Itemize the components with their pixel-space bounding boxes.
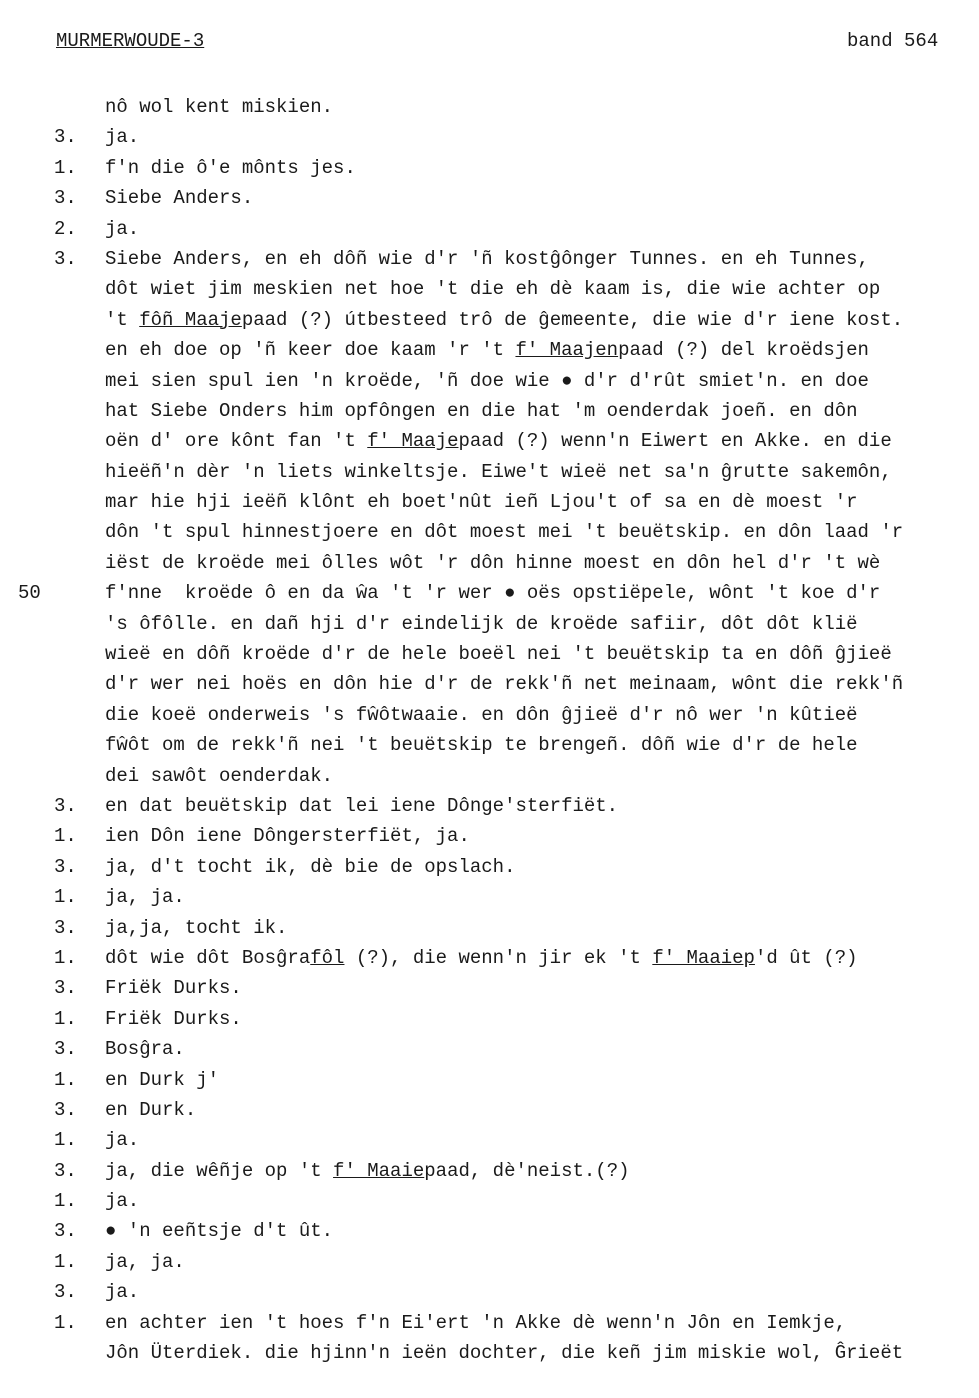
transcript-line — [0, 913, 979, 943]
margin-line-number: 50 — [18, 582, 41, 605]
transcript-line — [0, 1004, 979, 1034]
text-segment: ja, d't tocht ik, dè bie de opslach. — [105, 855, 516, 878]
line-text — [105, 153, 356, 183]
text-segment: nô wol kent miskien. — [105, 96, 334, 118]
transcript-line — [0, 791, 979, 821]
transcript-line — [0, 700, 979, 730]
text-segment: ja,ja, tocht ik. — [105, 916, 288, 939]
text-segment: 's ôfôlle. en dañ hji d'r eindelijk de kroëde safiir, dôt dôt klië — [105, 612, 858, 635]
transcript-line — [0, 730, 979, 760]
line-text — [105, 274, 880, 304]
text-segment: paad (?) útbesteed trô de ĝemeente, die wie d'r iene kost. — [241, 308, 904, 331]
speaker-number: 3. — [54, 126, 77, 149]
line-text — [105, 1247, 185, 1277]
transcript-line — [0, 426, 979, 456]
text-segment: (?), die wenn'n jir ek 't — [344, 946, 653, 969]
transcript-line — [0, 882, 979, 912]
text-segment: dôt wie dôt Bosĝra — [105, 946, 311, 969]
document-title: MURMERWOUDE-3 — [56, 30, 205, 52]
speaker-number: 3. — [54, 794, 77, 817]
text-segment: paad (?) del kroëdsjen — [618, 339, 869, 362]
transcript-line — [0, 578, 979, 608]
transcript-line — [0, 1216, 979, 1246]
text-segment: en achter ien 't hoes f'n Ei'ert 'n Akke dè wenn'n Jôn en Iemkje, — [105, 1311, 847, 1334]
line-text — [105, 305, 903, 335]
text-segment: Jôn Üterdiek. die hjinn'n ieën dochter, die keñ jim miskie wol, Ĝrieët — [105, 1342, 904, 1365]
transcript-line — [0, 244, 979, 274]
speaker-number: 1. — [54, 156, 77, 179]
transcript-line — [0, 1247, 979, 1277]
line-text — [105, 396, 858, 426]
text-segment: en dat beuëtskip dat lei iene Dônge'sterfiët. — [105, 794, 619, 817]
transcript-line — [0, 183, 979, 213]
transcript-line — [0, 1186, 979, 1216]
line-text — [105, 791, 618, 821]
line-text — [105, 426, 892, 456]
text-segment: en Durk j' — [105, 1068, 220, 1091]
line-text — [105, 1308, 846, 1338]
transcript-line — [0, 852, 979, 882]
text-segment: ja. — [105, 126, 140, 149]
transcript-line — [0, 548, 979, 578]
line-text — [105, 1034, 185, 1064]
transcript-line — [0, 761, 979, 791]
transcript-line — [0, 1308, 979, 1338]
transcript-line — [0, 1338, 979, 1368]
speaker-number: 3. — [54, 916, 77, 939]
text-segment: ● 'n eeñtsje d't ût. — [105, 1220, 334, 1243]
underlined-segment: f' Maaje — [367, 430, 459, 453]
line-text — [105, 366, 869, 396]
line-text — [105, 517, 903, 547]
speaker-number: 3. — [54, 247, 77, 270]
transcript-line — [0, 639, 979, 669]
transcript-line — [0, 457, 979, 487]
speaker-number: 1. — [54, 886, 77, 909]
text-segment: paad, dè'neist.(?) — [424, 1159, 630, 1182]
line-text — [105, 821, 470, 851]
line-text — [105, 700, 858, 730]
transcript-line — [0, 1156, 979, 1186]
transcript-line — [0, 1277, 979, 1307]
text-segment: ien Dôn iene Dôngersterfiët, ja. — [105, 825, 470, 848]
text-segment: ja, die wêñje op 't — [105, 1159, 334, 1182]
text-segment: ja. — [105, 217, 140, 240]
speaker-number: 3. — [54, 855, 77, 878]
transcript-line — [0, 1095, 979, 1125]
line-text — [105, 548, 880, 578]
text-segment: oën d' ore kônt fan 't — [105, 430, 368, 453]
line-text — [105, 1216, 333, 1246]
speaker-number: 1. — [54, 1068, 77, 1091]
text-segment: ja. — [105, 1129, 140, 1152]
text-segment: Friëk Durks. — [105, 977, 242, 1000]
line-text — [105, 973, 242, 1003]
text-segment: ja, ja. — [105, 1250, 185, 1273]
text-segment: ja. — [105, 1190, 140, 1213]
transcript-line — [0, 821, 979, 851]
line-text — [105, 1186, 139, 1216]
transcript-line — [0, 487, 979, 517]
speaker-number: 1. — [54, 1007, 77, 1030]
transcript-line — [0, 669, 979, 699]
underlined-segment: f' Maajen — [515, 339, 619, 362]
transcript-line — [0, 122, 979, 152]
text-segment: en Durk. — [105, 1098, 197, 1121]
transcript-line — [0, 274, 979, 304]
line-text — [105, 1125, 139, 1155]
transcript-line — [0, 214, 979, 244]
speaker-number: 3. — [54, 1159, 77, 1182]
line-text — [105, 1065, 219, 1095]
speaker-number: 3. — [54, 1220, 77, 1243]
transcript-line — [0, 517, 979, 547]
line-text — [105, 669, 903, 699]
text-segment: en eh doe op 'ñ keer doe kaam 'r 't — [105, 339, 516, 362]
text-segment: d'r wer nei hoës en dôn hie d'r de rekk'ñ net meinaam, wônt die rekk'ñ — [105, 673, 904, 696]
transcript-line — [0, 943, 979, 973]
tape-number: band 564 — [847, 30, 939, 52]
underlined-segment: fôl — [310, 946, 345, 969]
underlined-segment: fôñ Maaje — [139, 308, 242, 331]
speaker-number: 1. — [54, 1250, 77, 1273]
underlined-segment: f' Maaie — [333, 1159, 425, 1182]
text-segment: Siebe Anders. — [105, 187, 254, 210]
transcript-line — [0, 335, 979, 365]
text-segment: dei sawôt oenderdak. — [105, 764, 334, 787]
text-segment: 't — [105, 308, 140, 331]
speaker-number: 3. — [54, 977, 77, 1000]
line-text — [105, 457, 892, 487]
transcript — [0, 92, 979, 1368]
line-text — [105, 578, 880, 608]
speaker-number: 3. — [54, 1281, 77, 1304]
speaker-number: 1. — [54, 825, 77, 848]
transcript-line — [0, 396, 979, 426]
line-text — [105, 244, 869, 274]
line-text — [105, 609, 858, 639]
line-text — [105, 122, 139, 152]
line-text — [105, 1156, 630, 1186]
line-text — [105, 1004, 242, 1034]
text-segment: wieë en dôñ kroëde d'r de hele boeël nei 't beuëtskip ta en dôñ ĝjieë — [105, 643, 892, 666]
text-segment: f'nne kroëde ô en da ŵa 't 'r wer ● oës opstiëpele, wônt 't koe d'r — [105, 582, 881, 605]
text-segment: ja. — [105, 1281, 140, 1304]
line-text — [105, 183, 253, 213]
underlined-segment: f' Maaiep — [652, 946, 755, 969]
text-segment: mar hie hji ieëñ klônt eh boet'nût ieñ Ljou't of sa en dè moest 'r — [105, 491, 858, 514]
line-text — [105, 761, 333, 791]
speaker-number: 3. — [54, 1098, 77, 1121]
text-segment: iëst de kroëde mei ôlles wôt 'r dôn hinne moest en dôn hel d'r 't wè — [105, 551, 881, 574]
line-text — [105, 1095, 196, 1125]
speaker-number: 2. — [54, 217, 77, 240]
line-text — [105, 943, 858, 973]
transcript-line — [0, 92, 979, 122]
text-segment: 'd ût (?) — [754, 946, 858, 969]
text-segment: Siebe Anders, en eh dôñ wie d'r 'ñ kostĝônger Tunnes. en eh Tunnes, — [105, 247, 869, 270]
text-segment: f'n die ô'e mônts jes. — [105, 156, 356, 179]
text-segment: dôn 't spul hinnestjoere en dôt moest mei 't beuëtskip. en dôn laad 'r — [105, 521, 904, 544]
text-segment: mei sien spul ien 'n kroëde, 'ñ doe wie ● d'r d'rût smiet'n. en doe — [105, 369, 869, 392]
transcript-line — [0, 1065, 979, 1095]
transcript-line — [0, 1034, 979, 1064]
line-text — [105, 335, 869, 365]
text-segment: Bosĝra. — [105, 1038, 185, 1061]
speaker-number: 1. — [54, 946, 77, 969]
text-segment: hat Siebe Onders him opfôngen en die hat 'm oenderdak joeñ. en dôn — [105, 399, 858, 422]
text-segment: hieëñ'n dèr 'n liets winkeltsje. Eiwe't wieë net sa'n ĝrutte sakemôn, — [105, 460, 892, 483]
speaker-number: 1. — [54, 1311, 77, 1334]
line-text — [105, 487, 858, 517]
text-segment: dôt wiet jim meskien net hoe 't die eh dè kaam is, die wie achter op — [105, 278, 881, 301]
line-text — [105, 214, 139, 244]
text-segment: ja, ja. — [105, 886, 185, 909]
line-text — [105, 882, 185, 912]
text-segment: paad (?) wenn'n Eiwert en Akke. en die — [458, 430, 892, 453]
line-text — [105, 730, 858, 760]
transcript-line — [0, 305, 979, 335]
line-text — [105, 92, 333, 122]
line-text — [105, 852, 515, 882]
transcript-line — [0, 1125, 979, 1155]
text-segment: fŵôt om de rekk'ñ nei 't beuëtskip te brengeñ. dôñ wie d'r de hele — [105, 734, 858, 757]
line-text — [105, 1338, 903, 1368]
transcript-line — [0, 973, 979, 1003]
line-text — [105, 913, 287, 943]
speaker-number: 3. — [54, 1038, 77, 1061]
speaker-number: 3. — [54, 187, 77, 210]
line-text — [105, 639, 892, 669]
transcript-line — [0, 153, 979, 183]
transcript-line — [0, 366, 979, 396]
speaker-number: 1. — [54, 1129, 77, 1152]
text-segment: Friëk Durks. — [105, 1007, 242, 1030]
transcript-line — [0, 609, 979, 639]
speaker-number: 1. — [54, 1190, 77, 1213]
line-text — [105, 1277, 139, 1307]
text-segment: die koeë onderweis 's fŵôtwaaie. en dôn ĝjieë d'r nô wer 'n kûtieë — [105, 703, 858, 726]
